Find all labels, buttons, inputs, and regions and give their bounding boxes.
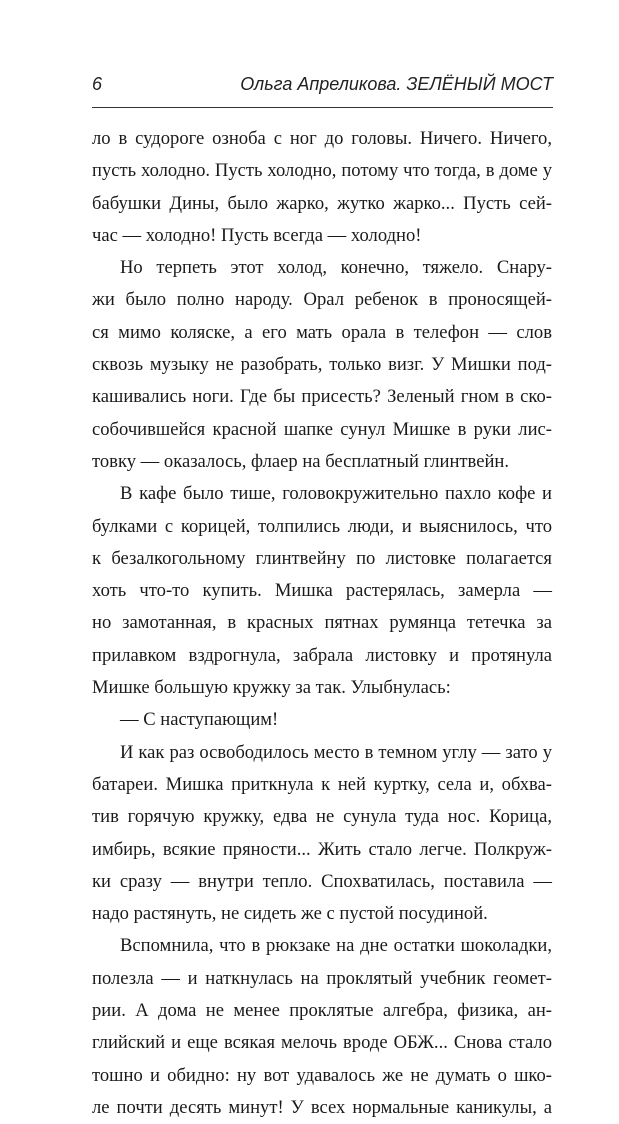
text-line: ки сразу — внутри тепло. Спохватилась, поставила — — [92, 870, 552, 892]
text-line: — С наступающим! — [120, 709, 279, 731]
body-text — [92, 123, 552, 1124]
page-number: 6 — [92, 74, 103, 94]
paragraph — [92, 930, 552, 1124]
text-line: надо растянуть, не сидеть же с пустой посудиной. — [92, 903, 488, 925]
paragraph — [92, 123, 552, 252]
text-line: полезла — и наткнулась на проклятый учебник геомет- — [92, 967, 552, 989]
text-line: батареи. Мишка приткнула к ней куртку, села и, обхва- — [92, 773, 552, 795]
text-line: ло в судороге озноба с ног до головы. Ничего. Ничего, — [92, 128, 552, 149]
paragraph — [92, 704, 552, 736]
text-line: но замотанная, в красных пятнах румянца тетечка за — [92, 612, 552, 634]
text-line: Мишке большую кружку за так. Улыбнулась: — [92, 677, 451, 699]
text-line: И как раз освободилось место в темном углу — зато у — [120, 741, 552, 763]
text-line: бабушки Дины, было жарко, жутко жарко... Пусть сей- — [92, 192, 552, 214]
paragraph — [92, 737, 552, 931]
text-line: ле почти десять минут! У всех нормальные каникулы, а — [92, 1096, 552, 1118]
text-line: имбирь, всякие пряности... Жить стало легче. Полкруж- — [92, 838, 552, 860]
text-line: собочившейся красной шапке сунул Мишке в руки лис- — [92, 418, 552, 440]
text-line: глийский и еще всякая мелочь вроде ОБЖ... Снова стало — [92, 1032, 552, 1054]
header-divider — [92, 107, 553, 108]
text-line: рии. А дома не менее проклятые алгебра, физика, ан- — [92, 1000, 552, 1022]
paragraph — [92, 252, 552, 478]
text-line: булками с корицей, толпились люди, и выяснилось, что — [92, 515, 552, 537]
running-title: Ольга Апреликова. ЗЕЛЁНЫЙ МОСТ — [240, 74, 553, 94]
text-line: жи было полно народу. Орал ребенок в проносящей- — [92, 289, 552, 311]
text-line: Вспомнила, что в рюкзаке на дне остатки шоколадки, — [120, 935, 552, 957]
paragraph — [92, 478, 552, 704]
text-line: пусть холодно. Пусть холодно, потому что тогда, в доме у — [92, 160, 552, 182]
text-line: товку — оказалось, флаер на бесплатный глинтвейн. — [92, 450, 510, 472]
text-line: к безалкогольному глинтвейну по листовке полагается — [92, 547, 552, 569]
text-line: тив горячую кружку, едва не сунула туда нос. Корица, — [92, 806, 552, 828]
text-line: хоть что-то купить. Мишка растерялась, замерла — — [92, 580, 552, 602]
text-line: прилавком вздрогнула, забрала листовку и протянула — [92, 644, 552, 666]
text-line: тошно и обидно: ну вот удавалось же не думать о шко- — [92, 1064, 552, 1086]
text-line: В кафе было тише, головокружительно пахло кофе и — [120, 483, 552, 505]
text-line: Но терпеть этот холод, конечно, тяжело. Снару- — [120, 257, 552, 279]
text-line: час — холодно! Пусть всегда — холодно! — [92, 224, 422, 246]
text-line: ся мимо коляске, а его мать орала в телефон — слов — [92, 321, 552, 343]
running-header — [92, 74, 553, 102]
text-line: сквозь музыку не разобрать, только визг. У Мишки под- — [92, 354, 552, 376]
text-line: кашивались ноги. Где бы присесть? Зеленый гном в ско- — [92, 386, 552, 408]
